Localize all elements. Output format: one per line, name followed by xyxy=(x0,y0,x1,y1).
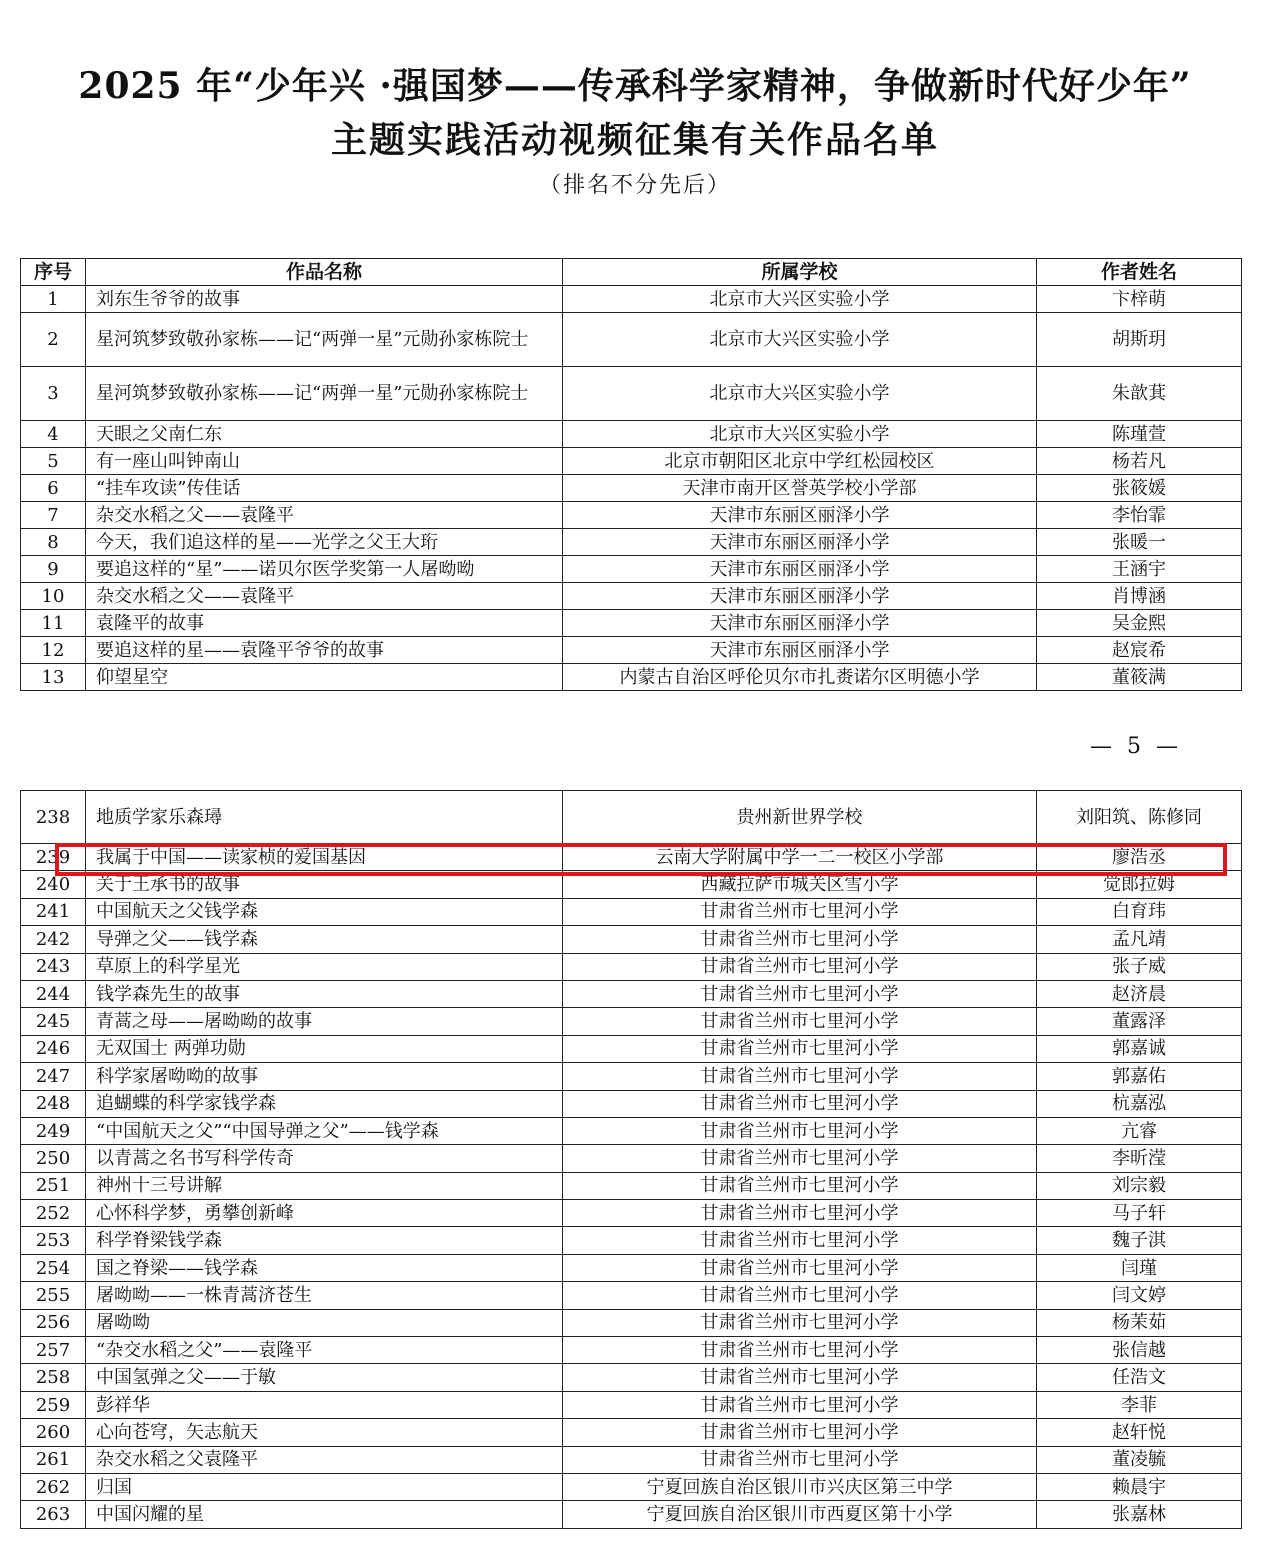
school-name: 宁夏回族自治区银川市兴庆区第三中学 xyxy=(563,1473,1037,1500)
school-name: 北京市朝阳区北京中学红松园校区 xyxy=(563,448,1037,475)
work-title: 袁隆平的故事 xyxy=(86,610,563,637)
author-name: 张暖一 xyxy=(1037,529,1242,556)
school-name: 甘肃省兰州市七里河小学 xyxy=(563,1035,1037,1062)
row-number: 248 xyxy=(21,1090,86,1117)
author-name: 赖晨宇 xyxy=(1037,1473,1242,1500)
table-row xyxy=(21,313,1242,367)
author-name: 董筱满 xyxy=(1037,664,1242,691)
row-number: 257 xyxy=(21,1337,86,1364)
author-name: 王涵宇 xyxy=(1037,556,1242,583)
row-number: 241 xyxy=(21,898,86,925)
work-title: 要追这样的星——袁隆平爷爷的故事 xyxy=(86,637,563,664)
row-number: 245 xyxy=(21,1008,86,1035)
author-name: 朱歆萁 xyxy=(1037,367,1242,421)
author-name: 刘宗毅 xyxy=(1037,1172,1242,1199)
row-number: 255 xyxy=(21,1282,86,1309)
table-row xyxy=(21,1282,1242,1309)
author-name: 吴金熙 xyxy=(1037,610,1242,637)
work-title: 无双国士 两弹功勋 xyxy=(86,1035,563,1062)
author-name: 赵轩悦 xyxy=(1037,1419,1242,1446)
row-number: 246 xyxy=(21,1035,86,1062)
school-name: 贵州新世界学校 xyxy=(563,791,1037,844)
table-row xyxy=(21,1473,1242,1500)
table-row xyxy=(21,980,1242,1007)
table-row xyxy=(21,583,1242,610)
school-name: 北京市大兴区实验小学 xyxy=(563,367,1037,421)
table-row xyxy=(21,1337,1242,1364)
author-name: 肖博涵 xyxy=(1037,583,1242,610)
author-name: 张筱媛 xyxy=(1037,475,1242,502)
table-row xyxy=(21,791,1242,844)
author-name: 刘阳筑、陈修同 xyxy=(1037,791,1242,844)
school-name: 宁夏回族自治区银川市西夏区第十小学 xyxy=(563,1501,1037,1528)
work-title: 科学家屠呦呦的故事 xyxy=(86,1063,563,1090)
row-number: 9 xyxy=(21,556,86,583)
table-row xyxy=(21,898,1242,925)
row-number: 10 xyxy=(21,583,86,610)
author-name: 孟凡靖 xyxy=(1037,926,1242,953)
school-name: 甘肃省兰州市七里河小学 xyxy=(563,953,1037,980)
table-row xyxy=(21,1419,1242,1446)
work-title: “杂交水稻之父”——袁隆平 xyxy=(86,1337,563,1364)
row-number: 5 xyxy=(21,448,86,475)
row-number: 263 xyxy=(21,1501,86,1528)
work-title: 今天，我们追这样的星——光学之父王大珩 xyxy=(86,529,563,556)
table-row xyxy=(21,286,1242,313)
work-title: 星河筑梦致敬孙家栋——记“两弹一星”元勋孙家栋院士 xyxy=(86,367,563,421)
work-title: 彭祥华 xyxy=(86,1391,563,1418)
work-title: 我属于中国——读家桢的爱国基因 xyxy=(86,844,563,871)
author-name: 张信越 xyxy=(1037,1337,1242,1364)
author-name: 李菲 xyxy=(1037,1391,1242,1418)
row-number: 259 xyxy=(21,1391,86,1418)
school-name: 甘肃省兰州市七里河小学 xyxy=(563,980,1037,1007)
author-name: 郭嘉佑 xyxy=(1037,1063,1242,1090)
row-number: 2 xyxy=(21,313,86,367)
table-row xyxy=(21,1309,1242,1336)
row-number: 251 xyxy=(21,1172,86,1199)
table-row xyxy=(21,1446,1242,1473)
work-title: 青蒿之母——屠呦呦的故事 xyxy=(86,1008,563,1035)
work-title: 追蝴蝶的科学家钱学森 xyxy=(86,1090,563,1117)
column-header-title: 作品名称 xyxy=(86,259,563,286)
school-name: 天津市东丽区丽泽小学 xyxy=(563,583,1037,610)
row-number: 11 xyxy=(21,610,86,637)
work-title: 杂交水稻之父袁隆平 xyxy=(86,1446,563,1473)
works-table-body xyxy=(21,286,1242,691)
row-number: 244 xyxy=(21,980,86,1007)
column-header-school: 所属学校 xyxy=(563,259,1037,286)
work-title: 中国航天之父钱学森 xyxy=(86,898,563,925)
row-number: 253 xyxy=(21,1227,86,1254)
work-title: 以青蒿之名书写科学传奇 xyxy=(86,1145,563,1172)
author-name: 廖浩丞 xyxy=(1037,844,1242,871)
work-title: 中国闪耀的星 xyxy=(86,1501,563,1528)
row-number: 6 xyxy=(21,475,86,502)
author-name: 胡斯玥 xyxy=(1037,313,1242,367)
table-row xyxy=(21,664,1242,691)
school-name: 北京市大兴区实验小学 xyxy=(563,313,1037,367)
school-name: 甘肃省兰州市七里河小学 xyxy=(563,1227,1037,1254)
school-name: 北京市大兴区实验小学 xyxy=(563,421,1037,448)
row-number: 254 xyxy=(21,1254,86,1281)
table-row xyxy=(21,1391,1242,1418)
column-header-no: 序号 xyxy=(21,259,86,286)
row-number: 258 xyxy=(21,1364,86,1391)
school-name: 甘肃省兰州市七里河小学 xyxy=(563,1172,1037,1199)
row-number: 247 xyxy=(21,1063,86,1090)
work-title: 心怀科学梦，勇攀创新峰 xyxy=(86,1200,563,1227)
school-name: 甘肃省兰州市七里河小学 xyxy=(563,1419,1037,1446)
row-number: 7 xyxy=(21,502,86,529)
row-number: 239 xyxy=(21,844,86,871)
table-row xyxy=(21,610,1242,637)
author-name: 杨茉茹 xyxy=(1037,1309,1242,1336)
table-row xyxy=(21,475,1242,502)
work-title: 科学脊梁钱学森 xyxy=(86,1227,563,1254)
school-name: 甘肃省兰州市七里河小学 xyxy=(563,1391,1037,1418)
school-name: 云南大学附属中学一二一校区小学部 xyxy=(563,844,1037,871)
document-title-line2: 主题实践活动视频征集有关作品名单 xyxy=(330,119,939,161)
works-table-page-continued xyxy=(20,790,1242,1529)
author-name: 李怡霏 xyxy=(1037,502,1242,529)
table-row xyxy=(21,1090,1242,1117)
work-title: 关于王承书的故事 xyxy=(86,871,563,898)
highlight-box xyxy=(55,843,1227,876)
school-name: 天津市南开区誉英学校小学部 xyxy=(563,475,1037,502)
work-title: 钱学森先生的故事 xyxy=(86,980,563,1007)
school-name: 天津市东丽区丽泽小学 xyxy=(563,529,1037,556)
table-row xyxy=(21,1200,1242,1227)
works-table-body xyxy=(21,791,1242,1529)
school-name: 西藏拉萨市城关区雪小学 xyxy=(563,871,1037,898)
author-name: 赵济晨 xyxy=(1037,980,1242,1007)
school-name: 甘肃省兰州市七里河小学 xyxy=(563,926,1037,953)
work-title: 神州十三号讲解 xyxy=(86,1172,563,1199)
table-row xyxy=(21,502,1242,529)
table-row xyxy=(21,529,1242,556)
table-row xyxy=(21,1008,1242,1035)
work-title: “中国航天之父”“中国导弹之父”——钱学森 xyxy=(86,1117,563,1144)
school-name: 甘肃省兰州市七里河小学 xyxy=(563,1200,1037,1227)
table-row xyxy=(21,448,1242,475)
work-title: 草原上的科学星光 xyxy=(86,953,563,980)
row-number: 12 xyxy=(21,637,86,664)
row-number: 256 xyxy=(21,1309,86,1336)
author-name: 杨若凡 xyxy=(1037,448,1242,475)
work-title: 中国氢弹之父——于敏 xyxy=(86,1364,563,1391)
row-number: 240 xyxy=(21,871,86,898)
school-name: 甘肃省兰州市七里河小学 xyxy=(563,898,1037,925)
table-row xyxy=(21,953,1242,980)
work-title: 导弹之父——钱学森 xyxy=(86,926,563,953)
school-name: 甘肃省兰州市七里河小学 xyxy=(563,1446,1037,1473)
author-name: 觉郎拉姆 xyxy=(1037,871,1242,898)
row-number: 260 xyxy=(21,1419,86,1446)
table-row xyxy=(21,556,1242,583)
table-row xyxy=(21,1254,1242,1281)
row-number: 249 xyxy=(21,1117,86,1144)
author-name: 任浩文 xyxy=(1037,1364,1242,1391)
work-title: 心向苍穹，矢志航天 xyxy=(86,1419,563,1446)
school-name: 甘肃省兰州市七里河小学 xyxy=(563,1282,1037,1309)
table-row xyxy=(21,1501,1242,1528)
table-row xyxy=(21,1117,1242,1144)
table-row xyxy=(21,1364,1242,1391)
work-title: 国之脊梁——钱学森 xyxy=(86,1254,563,1281)
row-number: 3 xyxy=(21,367,86,421)
school-name: 天津市东丽区丽泽小学 xyxy=(563,502,1037,529)
author-name: 郭嘉诚 xyxy=(1037,1035,1242,1062)
page-number: — 5 — xyxy=(1090,734,1182,759)
row-number: 250 xyxy=(21,1145,86,1172)
author-name: 董露泽 xyxy=(1037,1008,1242,1035)
author-name: 董凌毓 xyxy=(1037,1446,1242,1473)
row-number: 1 xyxy=(21,286,86,313)
work-title: 刘东生爷爷的故事 xyxy=(86,286,563,313)
school-name: 北京市大兴区实验小学 xyxy=(563,286,1037,313)
works-table-page5 xyxy=(20,258,1242,691)
school-name: 甘肃省兰州市七里河小学 xyxy=(563,1063,1037,1090)
school-name: 甘肃省兰州市七里河小学 xyxy=(563,1090,1037,1117)
table-row xyxy=(21,1063,1242,1090)
work-title: 天眼之父南仁东 xyxy=(86,421,563,448)
author-name: 白育玮 xyxy=(1037,898,1242,925)
school-name: 甘肃省兰州市七里河小学 xyxy=(563,1254,1037,1281)
table-row xyxy=(21,1145,1242,1172)
work-title: 地质学家乐森璕 xyxy=(86,791,563,844)
school-name: 天津市东丽区丽泽小学 xyxy=(563,610,1037,637)
school-name: 甘肃省兰州市七里河小学 xyxy=(563,1337,1037,1364)
author-name: 闫瑾 xyxy=(1037,1254,1242,1281)
school-name: 甘肃省兰州市七里河小学 xyxy=(563,1008,1037,1035)
document-title-line1: 2025 年“少年兴 ·强国梦——传承科学家精神，争做新时代好少年” xyxy=(78,65,1192,107)
school-name: 甘肃省兰州市七里河小学 xyxy=(563,1309,1037,1336)
work-title: 归国 xyxy=(86,1473,563,1500)
table-row xyxy=(21,367,1242,421)
work-title: 杂交水稻之父——袁隆平 xyxy=(86,583,563,610)
author-name: 李昕滢 xyxy=(1037,1145,1242,1172)
table-row xyxy=(21,1172,1242,1199)
author-name: 张子威 xyxy=(1037,953,1242,980)
row-number: 13 xyxy=(21,664,86,691)
table-row xyxy=(21,421,1242,448)
row-number: 252 xyxy=(21,1200,86,1227)
author-name: 亢睿 xyxy=(1037,1117,1242,1144)
row-number: 238 xyxy=(21,791,86,844)
work-title: 仰望星空 xyxy=(86,664,563,691)
author-name: 陈瑾萱 xyxy=(1037,421,1242,448)
work-title: 屠呦呦——一株青蒿济苍生 xyxy=(86,1282,563,1309)
school-name: 内蒙古自治区呼伦贝尔市扎赉诺尔区明德小学 xyxy=(563,664,1037,691)
author-name: 赵宸希 xyxy=(1037,637,1242,664)
school-name: 甘肃省兰州市七里河小学 xyxy=(563,1145,1037,1172)
table-row xyxy=(21,637,1242,664)
work-title: 杂交水稻之父——袁隆平 xyxy=(86,502,563,529)
work-title: 屠呦呦 xyxy=(86,1309,563,1336)
work-title: 有一座山叫钟南山 xyxy=(86,448,563,475)
author-name: 卞梓萌 xyxy=(1037,286,1242,313)
row-number: 4 xyxy=(21,421,86,448)
school-name: 甘肃省兰州市七里河小学 xyxy=(563,1117,1037,1144)
row-number: 262 xyxy=(21,1473,86,1500)
work-title: “挂车攻读”传佳话 xyxy=(86,475,563,502)
school-name: 天津市东丽区丽泽小学 xyxy=(563,637,1037,664)
author-name: 魏子淇 xyxy=(1037,1227,1242,1254)
row-number: 243 xyxy=(21,953,86,980)
school-name: 甘肃省兰州市七里河小学 xyxy=(563,1364,1037,1391)
school-name: 天津市东丽区丽泽小学 xyxy=(563,556,1037,583)
row-number: 242 xyxy=(21,926,86,953)
table-row xyxy=(21,926,1242,953)
table-row xyxy=(21,1227,1242,1254)
document-subtitle: （排名不分先后） xyxy=(538,173,731,198)
work-title: 星河筑梦致敬孙家栋——记“两弹一星”元勋孙家栋院士 xyxy=(86,313,563,367)
row-number: 8 xyxy=(21,529,86,556)
author-name: 张嘉林 xyxy=(1037,1501,1242,1528)
table-row xyxy=(21,1035,1242,1062)
author-name: 闫文婷 xyxy=(1037,1282,1242,1309)
table-header-row xyxy=(21,259,1242,286)
row-number: 261 xyxy=(21,1446,86,1473)
work-title: 要追这样的“星”——诺贝尔医学奖第一人屠呦呦 xyxy=(86,556,563,583)
column-header-author: 作者姓名 xyxy=(1037,259,1242,286)
author-name: 马子轩 xyxy=(1037,1200,1242,1227)
author-name: 杭嘉泓 xyxy=(1037,1090,1242,1117)
